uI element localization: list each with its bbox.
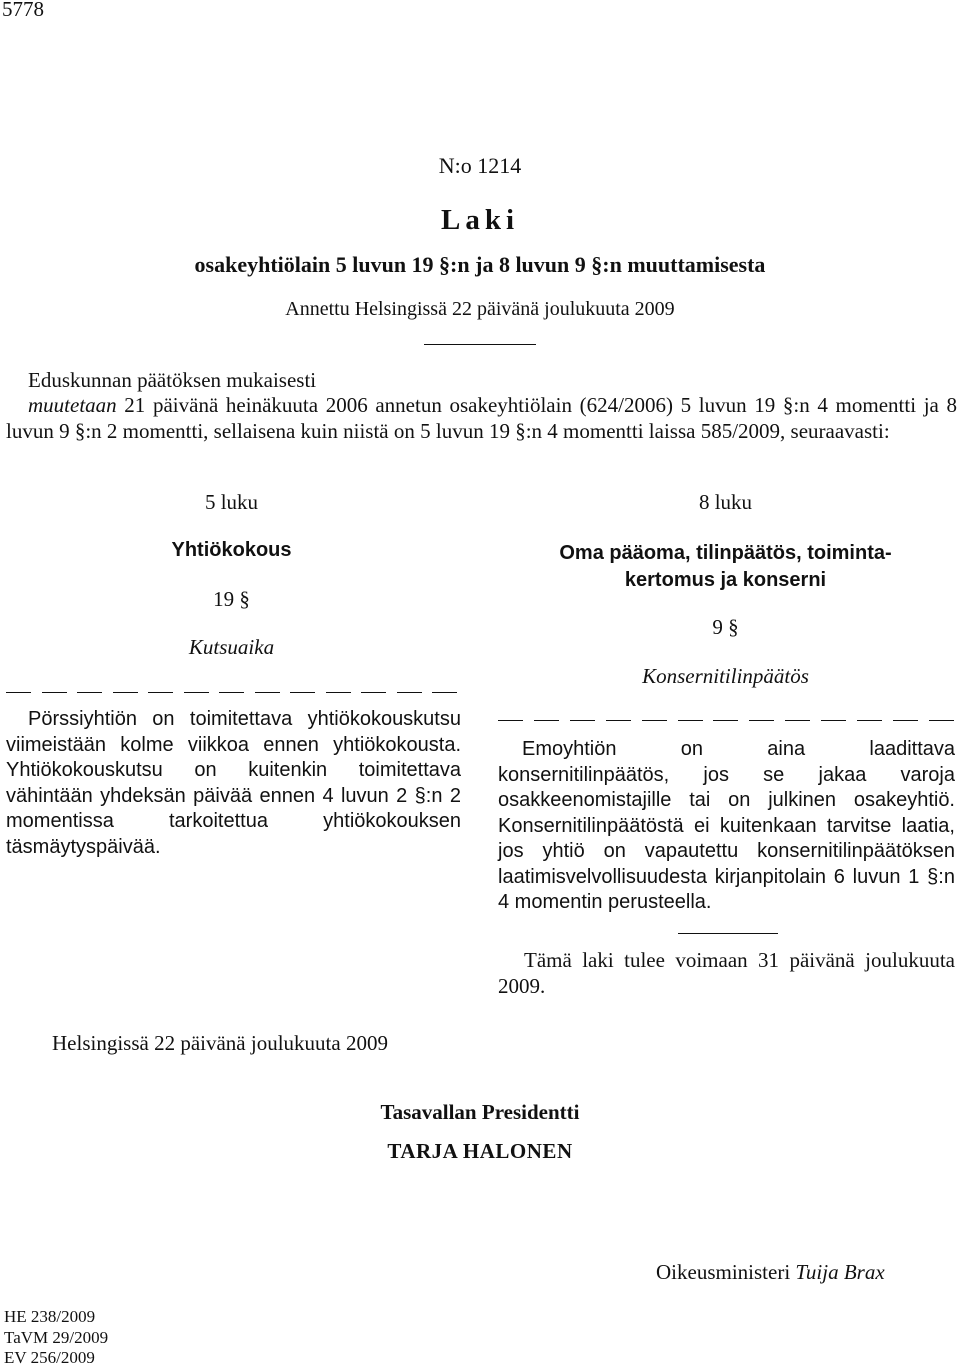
place-date: Helsingissä 22 päivänä joulukuuta 2009 xyxy=(52,1031,388,1055)
reference-ev: EV 256/2009 xyxy=(4,1348,95,1367)
minister-title: Oikeusministeri xyxy=(656,1260,796,1284)
page-number: 5778 xyxy=(2,0,44,21)
left-chapter: 5 luku xyxy=(204,490,259,514)
minister-signature xyxy=(656,1259,885,1285)
right-chapter: 8 luku xyxy=(698,490,753,514)
right-omission-dashes xyxy=(498,720,954,722)
entry-into-force: Tämä laki tulee voimaan 31 päivänä joulukuuta 2009. xyxy=(498,948,955,998)
right-chapter-title xyxy=(498,540,953,594)
right-chapter-title-line2: kertomus ja konserni xyxy=(624,569,827,591)
president-title: Tasavallan Presidentti xyxy=(380,1100,580,1124)
left-section-text: Pörssiyhtiön on toimitettava yhtiökokouskutsu viimeistään kolme viikkoa ennen yhtiökokousta. Yhtiökokouskutsu on kuitenkin toimitettava vähintään yhdeksän päivää ennen 4 luvun 2 §:n 2 momentissa tarkoitettua yhtiökokouksen täsmäytyspäivää. xyxy=(6,708,461,858)
reference-tavm: TaVM 29/2009 xyxy=(4,1327,109,1347)
preamble-verb: muutetaan xyxy=(28,393,117,417)
right-chapter-title-line1: Oma pääoma, tilinpäätös, toiminta- xyxy=(559,542,892,564)
references xyxy=(4,1307,108,1369)
left-omission-dashes xyxy=(6,692,457,694)
reference-he: HE 238/2009 xyxy=(4,1307,96,1326)
preamble-text xyxy=(6,392,957,444)
right-section-text: Emoyhtiön on aina laadittava konsernitilinpäätös, jos se jakaa varoja osakkeenomistajille tai on julkinen osakeyhtiö. Konsernitilinpäätöstä ei kuitenkaan tarvitse laatia, jos yhtiö on vapautettu konsernitilinpäätöksen laatimisvelvollisuudesta kirjanpitolain 6 luvun 1 §:n 4 momentin perusteella. xyxy=(498,738,955,913)
title-divider xyxy=(424,344,536,345)
act-title: osakeyhtiölain 5 luvun 19 §:n ja 8 luvun 9 §:n muuttamisesta xyxy=(194,252,766,277)
act-number: N:o 1214 xyxy=(438,153,522,178)
preamble-intro: Eduskunnan päätöksen mukaisesti xyxy=(28,368,317,392)
left-chapter-title: Yhtiökokous xyxy=(171,539,292,561)
entry-divider xyxy=(678,933,778,934)
act-type: Laki xyxy=(440,204,520,236)
right-section-title: Konsernitilinpäätös xyxy=(642,664,809,688)
left-section: 19 § xyxy=(213,587,250,611)
left-section-title: Kutsuaika xyxy=(188,635,275,659)
given-date: Annettu Helsingissä 22 päivänä joulukuuta 2009 xyxy=(285,298,675,320)
president-name: TARJA HALONEN xyxy=(387,1139,573,1163)
preamble-body: 21 päivänä heinäkuuta 2006 annetun osakeyhtiölain (624/2006) 5 luvun 19 §:n 4 momentti ja 8 luvun 9 §:n 2 momentti, sellaisena kuin niistä on 5 luvun 19 §:n 4 momentti laissa 585/2009, seuraavasti: xyxy=(6,393,957,443)
minister-name: Tuija Brax xyxy=(795,1260,885,1284)
right-section: 9 § xyxy=(712,615,739,639)
